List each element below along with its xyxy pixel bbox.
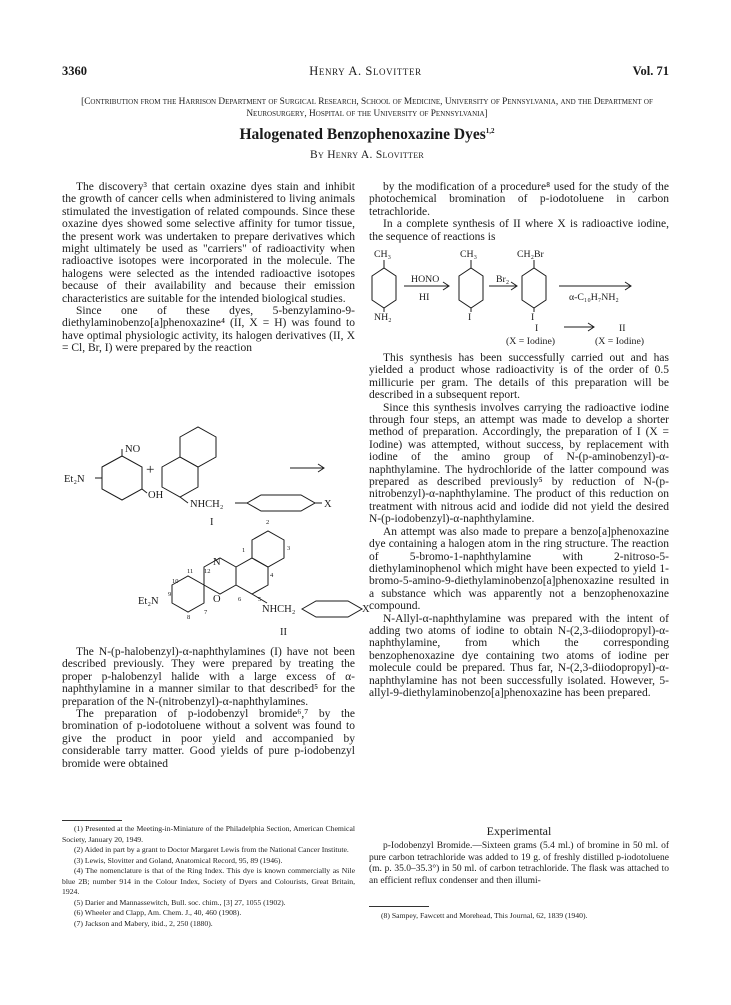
nitroso-label: NO [125, 444, 141, 455]
product-I-label: I [535, 323, 539, 334]
footnote: (7) Jackson and Mabery, ibid., 2, 250 (1880). [74, 918, 213, 928]
dye-ring-middle [236, 558, 268, 594]
ring-number: 4 [270, 572, 274, 579]
ring-number: 11 [187, 568, 194, 575]
ring-number: 12 [204, 568, 211, 575]
hono-label: HONO [411, 274, 440, 285]
ring-number: 2 [266, 519, 270, 526]
footnote: (4) The nomenclature is that of the Ring Index. This dye is known commercially as Nile blue 2B; number 914 in the Colour Index, Society of Dyers and Colourists, Great Britain, 1924. [62, 866, 355, 896]
iodo-label: I [531, 312, 535, 323]
page-number: 3360 [62, 64, 87, 78]
nhch2-label: NHCH₂ [190, 499, 224, 510]
dye-x-label: X [362, 604, 370, 615]
reaction-scheme-2 [369, 244, 669, 348]
compound-II-label: II [280, 627, 287, 638]
naphthalene-ring-a [180, 427, 216, 467]
title-refs: 1,2 [485, 126, 495, 135]
ring-number: 9 [168, 591, 172, 598]
footnote: (1) Presented at the Meeting-in-Miniature of the Philadelphia Section, American Chemical Society, January 20, 1949. [62, 824, 355, 844]
right-column-lower [369, 352, 669, 699]
toluidine-ring [372, 268, 396, 308]
paragraph: This synthesis has been successfully carried out and has yielded a product whose radioactivity is of the order of 0.5 millicurie per gram. The details of this preparation will be described in a subsequent report. [369, 352, 669, 402]
running-author: Henry A. Slovitter [309, 64, 422, 78]
ch2br-label: CH₂Br [517, 249, 544, 260]
product-II-label: II [619, 323, 626, 334]
volume-number: Vol. 71 [632, 64, 669, 78]
right-column [369, 181, 669, 243]
byline: By Henry A. Slovitter [309, 149, 425, 161]
hi-label: HI [419, 292, 430, 303]
iodobenzyl-bromide-ring [522, 268, 546, 308]
x-label: X [324, 499, 332, 510]
paragraph: Since one of these dyes, 5-benzylamino-9-diethylaminobenzo[a]phenoxazine⁴ (II, X = H) was found to have optimal physiologic activity, its halogen derivatives (II, X = Cl, Br, I) were prepared by the reaction [62, 305, 355, 355]
dye-et2n-label: Et₂N [138, 596, 159, 607]
paragraph: Since this synthesis involves carrying the radioactive iodine through four steps, an attempt was made to develop a shorter method of preparation. Accordingly, the preparation of I (X = Iodine) was attempted, without success, by replacement with iodine of the amino group of N-(p-aminobenzyl)-α-naphthylamine. The hydrochloride of the latter compound was prepared as described previously⁵ by reduction of N-(p-nitrobenzyl)-α-naphthylamine. The product of this reduction on treatment with nitrous acid and iodide did not yield the desired N-(p-iodobenzyl)-α-naphthylamine. [369, 401, 669, 526]
paragraph: N-Allyl-α-naphthylamine was prepared with the intent of adding two atoms of iodine to obtain N-(2,3-diiodopropyl)-α-naphthylamine, from which the corresponding benzophenoxazine dye containing two atoms of iodine per molecule could be prepared. Thus far, N-(2,3-diiodopropyl)-α-naphthylamine has not been successfully isolated. However, 5-allyl-9-diethylaminobenzo[a]phenoxazine has been prepared. [369, 612, 669, 699]
experimental-section [369, 841, 669, 887]
iodo-label: I [468, 312, 472, 323]
ring-number: 3 [287, 545, 291, 552]
footnote: (8) Sampey, Fawcett and Morehead, This Journal, 62, 1839 (1940). [381, 911, 588, 920]
reagent-label: α-C₁₀H₇NH₂ [569, 292, 619, 303]
benzyl-ring [247, 495, 315, 511]
article-title [62, 126, 672, 144]
paragraph: p-Iodobenzyl Bromide.—Sixteen grams (5.4 ml.) of bromine in 50 ml. of pure carbon tetrachloride was added to 19 g. of freshly distilled p-iodotoluene (m. p. 35.0–35.3°) in 50 ml. of carbon tetrachloride. The flask was attached to an efficient reflux condenser and then illumi- [369, 841, 669, 886]
experimental-heading: Experimental [486, 824, 552, 838]
naphthalene-ring-b [162, 457, 198, 497]
dye-benzyl-ring [302, 601, 362, 617]
footnote: (3) Lewis, Slovitter and Goland, Anatomical Record, 95, 89 (1946). [74, 855, 283, 865]
ring-n-label: N [213, 557, 221, 568]
footnote-rule [369, 906, 429, 907]
ring-number: 5 [258, 596, 262, 603]
ring-number: 7 [204, 609, 208, 616]
footnote: (6) Wheeler and Clapp, Am. Chem. J., 40, 460 (1908). [74, 908, 242, 917]
compound-I-label: I [210, 517, 214, 528]
ring-number: 6 [238, 596, 242, 603]
paragraph: The discovery³ that certain oxazine dyes stain and inhibit the growth of cancer cells when administered to living animals stimulated the investigation of related compounds. Since these oxazine dyes showed some selective affinity for tumor tissue, the present work was undertaken to prepare derivatives which might ultimately be used as "carriers" of radioactivity when radioactive isotopes were incorporated in the molecule. The halogens were selected as the intended radioactive isotopes because of their availability and because their emission characteristics are suitable for the intended biological studies. [62, 181, 355, 305]
footnote: (5) Darier and Mannassewitch, Bull. soc. chim., [3] 27, 1055 (1902). [74, 897, 286, 907]
paragraph: The preparation of p-iodobenzyl bromide⁶,⁷ by the bromination of p-iodotoluene without a solvent was found to give the product in poor yield and accompanied by considerable tarry matter. Good yields of pure p-iodobenzyl bromide were obtained [62, 708, 355, 770]
ch3-label: CH₃ [460, 249, 478, 260]
ring-number: 1 [242, 547, 246, 554]
paragraph: An attempt was also made to prepare a benzo[a]phenoxazine dye containing a halogen atom in the ring structure. The reaction of 5-bromo-1-naphthylamine with 2-nitroso-5-diethylaminophenol which might have been expected to yield 1-bromo-5-amino-9-diethylaminobenzo[a]phenoxazine resulted in a substance which was apparently not a benzophenoxazine compound. [369, 525, 669, 613]
paragraph: In a complete synthesis of II where X is radioactive iodine, the sequence of reactions is [369, 218, 669, 243]
et2n-label: Et₂N [64, 474, 85, 485]
dye-ring-top [252, 531, 284, 567]
reaction-scheme-1 [62, 415, 370, 640]
phenol-ring [102, 456, 142, 500]
ring-o-label: O [213, 594, 221, 605]
x-iodine-label: (X = Iodine) [595, 336, 645, 347]
title-text: Halogenated Benzophenoxazine Dyes [239, 126, 486, 143]
oh-label: OH [148, 490, 164, 501]
br2-label: Br₂ [496, 274, 510, 285]
plus-sign: + [146, 462, 155, 478]
footnote: (2) Aided in part by a grant to Doctor Margaret Lewis from the National Cancer Institute. [74, 845, 349, 854]
paragraph: by the modification of a procedure⁸ used for the study of the photochemical bromination of p-iodotoluene in carbon tetrachloride. [369, 181, 669, 218]
paragraph: The N-(p-halobenzyl)-α-naphthylamines (I) have not been described previously. They were prepared by treating the proper p-halobenzyl halide with a large excess of α-naphthylamine in a manner similar to that described⁵ for the preparation of the N-(nitrobenzyl)-α-naphthylamines. [62, 646, 355, 708]
ring-number: 8 [187, 614, 191, 621]
dye-nhch2-label: NHCH₂ [262, 604, 296, 615]
footnotes-left [62, 824, 355, 929]
iodotoluene-ring [459, 268, 483, 308]
footnotes-right [369, 911, 669, 922]
left-column-lower [62, 646, 355, 770]
affiliation: [Contribution from the Harrison Department of Surgical Research, School of Medicine, University of Pennsylvania, and the Department of Neurosurgery, Hospital of the University of Pennsylvania] [81, 97, 653, 119]
ch3-label: CH₃ [374, 249, 392, 260]
x-iodine-label: (X = Iodine) [506, 336, 556, 347]
ring-number: 10 [172, 578, 179, 585]
left-column [62, 181, 355, 355]
nh2-label: NH₂ [374, 312, 392, 323]
footnote-rule [62, 820, 122, 821]
